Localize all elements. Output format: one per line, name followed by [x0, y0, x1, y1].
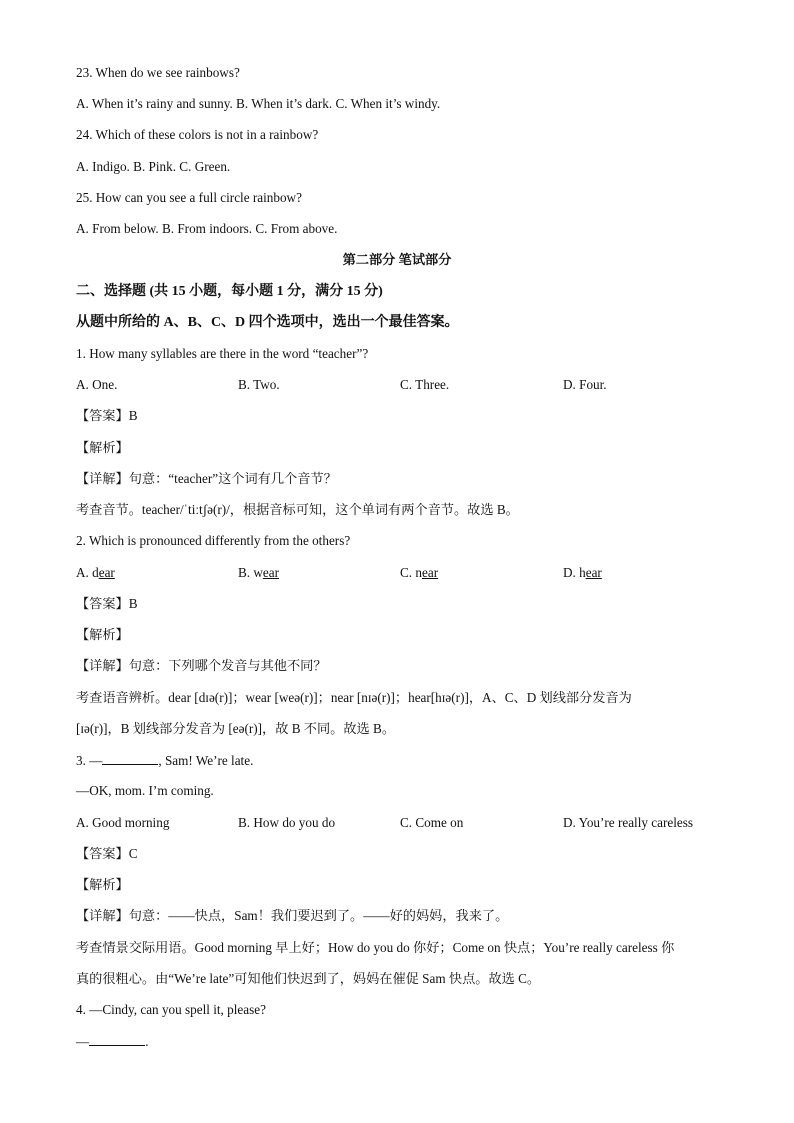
option-prefix: n [415, 565, 422, 580]
option-letter: C. [400, 565, 416, 580]
section-title: 二、选择题 (共 15 小题，每小题 1 分，满分 15 分) [76, 284, 383, 299]
q1-explanation: 考查音节。teacher/ˈtiːtʃə(r)/，根据音标可知，这个单词有两个音节。故选 B。 [76, 502, 519, 517]
q3-analysis-label: 【解析】 [76, 877, 129, 892]
q2-answer: 【答案】B [76, 596, 138, 611]
question-23-options: A. When it’s rainy and sunny. B. When it’s dark. C. When it’s windy. [76, 96, 441, 111]
q1-analysis-label: 【解析】 [76, 440, 129, 455]
q3-option-b: B. How do you do [238, 815, 336, 830]
question-25: 25. How can you see a full circle rainbow? [76, 190, 302, 205]
option-prefix: w [253, 565, 263, 580]
answer-blank [102, 751, 158, 765]
question-24: 24. Which of these colors is not in a rainbow? [76, 127, 319, 142]
q2-explanation-line2: [ɪə(r)]，B 划线部分发音为 [eə(r)]，故 B 不同。故选 B。 [76, 721, 396, 736]
q4-stem: 4. —Cindy, can you spell it, please? [76, 1002, 266, 1017]
q3-detail: 【详解】句意：——快点，Sam！我们要迟到了。——好的妈妈，我来了。 [76, 908, 509, 923]
stem-suffix: , Sam! We’re late. [158, 753, 254, 768]
reply-prefix: — [76, 1034, 90, 1049]
q3-answer: 【答案】C [76, 846, 138, 861]
option-prefix: h [579, 565, 586, 580]
part-title: 第二部分 笔试部分 [342, 252, 452, 267]
underlined-part: ear [262, 565, 280, 580]
underlined-part: ear [585, 565, 602, 580]
q1-option-a: A. One. [76, 377, 118, 392]
q1-option-d: D. Four. [563, 377, 607, 392]
underlined-part: ear [98, 565, 115, 580]
q3-option-c: C. Come on [400, 815, 464, 830]
q3-explanation-line2: 真的很粗心。由“We’re late”可知他们快迟到了，妈妈在催促 Sam 快点。故选 C。 [76, 971, 541, 986]
q1-option-c: C. Three. [400, 377, 450, 392]
q3-option-d: D. You’re really careless [563, 815, 693, 830]
q2-detail: 【详解】句意：下列哪个发音与其他不同？ [76, 658, 327, 673]
q1-answer: 【答案】B [76, 408, 138, 423]
answer-blank [89, 1032, 145, 1046]
option-prefix: d [92, 565, 99, 580]
section-instruction: 从题中所给的 A、B、C、D 四个选项中，选出一个最佳答案。 [76, 315, 459, 330]
q4-reply [76, 1032, 148, 1051]
underlined-part: ear [421, 565, 439, 580]
q2-explanation-line1: 考查语音辨析。dear [dɪə(r)]；wear [weə(r)]；near [nɪə(r)]；hear[hɪə(r)]，A、C、D 划线部分发音为 [76, 690, 632, 705]
stem-prefix: 3. — [76, 753, 103, 768]
q1-detail: 【详解】句意：“teacher”这个词有几个音节？ [76, 471, 337, 486]
q1-stem: 1. How many syllables are there in the word “teacher”? [76, 346, 369, 361]
q3-option-a: A. Good morning [76, 815, 170, 830]
q2-analysis-label: 【解析】 [76, 627, 129, 642]
q2-option-a [76, 564, 115, 582]
option-letter: B. [238, 565, 254, 580]
q2-option-b [238, 564, 279, 582]
option-letter: D. [563, 565, 580, 580]
q2-stem: 2. Which is pronounced differently from the others? [76, 533, 351, 548]
question-25-options: A. From below. B. From indoors. C. From above. [76, 221, 338, 236]
reply-suffix: . [145, 1034, 149, 1049]
q2-option-c [400, 564, 438, 582]
option-letter: A. [76, 565, 93, 580]
q3-explanation-line1: 考查情景交际用语。Good morning 早上好；How do you do 你好；Come on 快点；You’re really careless 你 [76, 940, 675, 955]
question-23: 23. When do we see rainbows? [76, 65, 240, 80]
question-24-options: A. Indigo. B. Pink. C. Green. [76, 159, 231, 174]
q2-option-d [563, 564, 602, 582]
q1-option-b: B. Two. [238, 377, 280, 392]
q3-reply: —OK, mom. I’m coming. [76, 783, 214, 798]
q3-stem [76, 751, 253, 770]
